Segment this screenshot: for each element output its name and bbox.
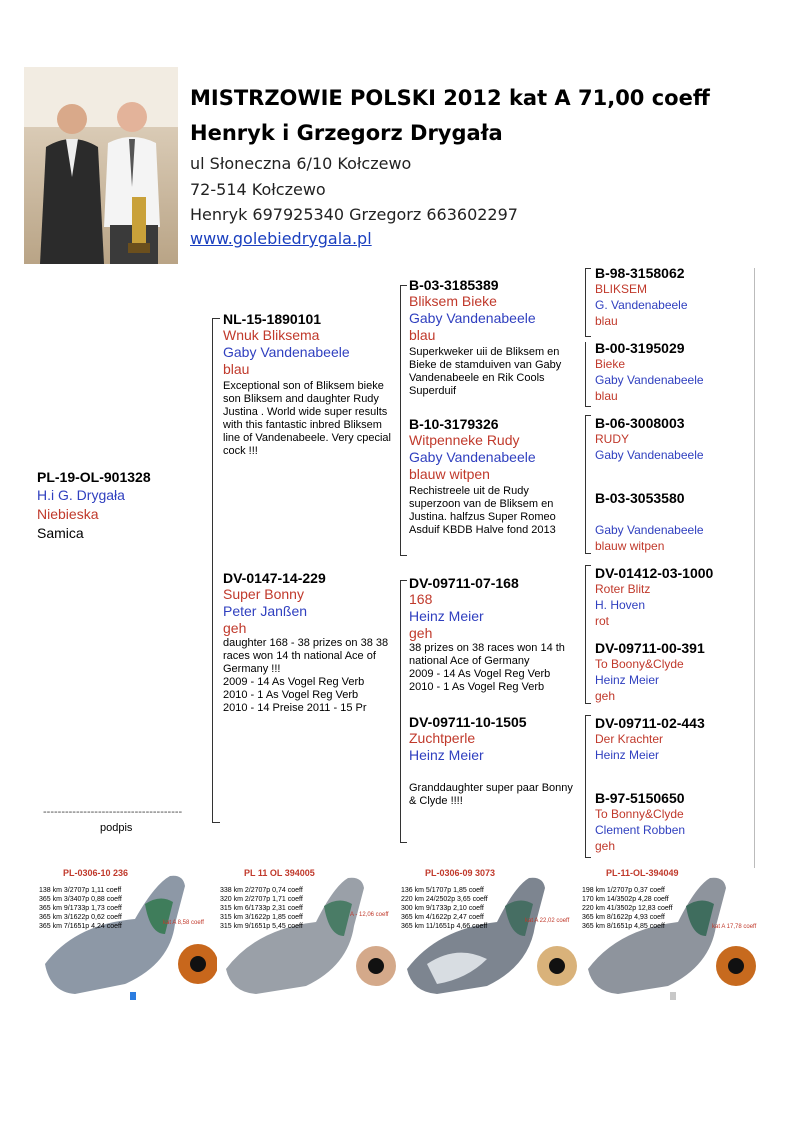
bracket-ss: [585, 268, 586, 336]
gg2-pigeon: [595, 340, 704, 404]
sd-color: blauw witpen: [409, 466, 490, 482]
gg4-ring: B-03-3053580: [595, 490, 685, 506]
gg6-pigeon: [595, 640, 705, 704]
address-line-2: 72-514 Kołczewo: [190, 180, 326, 199]
bracket-tick: [585, 703, 591, 704]
dd-name: Zuchtperle: [409, 730, 476, 746]
pigeon-4-kat: kat A 17,78 coeff: [712, 924, 757, 930]
gg1-name: BLIKSEM: [595, 282, 648, 296]
ds-note-3: 2010 - 1 As Vogel Reg Verb: [409, 681, 545, 693]
dam-breeder: Peter Janßen: [223, 603, 308, 619]
bracket-tick: [400, 285, 407, 286]
bracket-tick: [585, 857, 591, 858]
gg4-pigeon: [595, 490, 704, 554]
sire-name: Wnuk Bliksema: [223, 327, 320, 343]
pigeon-3-stat: 365 km 11/1651p 4,66 coeff: [401, 923, 488, 930]
pigeon-1-stat: 138 km 3/2707p 1,11 coeff: [39, 887, 122, 894]
subject-color: Niebieska: [37, 506, 99, 522]
gg2-ring: B-00-3195029: [595, 340, 685, 356]
pigeon-4-title: PL-11-OL-394049: [606, 868, 679, 878]
gg2-name: Bieke: [595, 357, 626, 371]
pigeon-3-stat: 300 km 9/1733p 2,10 coeff: [401, 905, 484, 912]
page-title: MISTRZOWIE POLSKI 2012 kat A 71,00 coeff: [190, 86, 710, 110]
bracket-ss2: [585, 342, 586, 406]
dam-ring: DV-0147-14-229: [223, 570, 326, 586]
pigeon-3-kat: kat A 22,02 coeff: [525, 918, 570, 924]
gg6-color: geh: [595, 689, 616, 703]
pigeon-1-stat: 365 km 7/1651p 4,24 coeff: [39, 923, 122, 930]
website-link[interactable]: www.golebiedrygala.pl: [190, 229, 372, 248]
gg5-breeder: H. Hoven: [595, 598, 646, 612]
ss-breeder: Gaby Vandenabeele: [409, 310, 536, 326]
pigeon-3-stat: 220 km 24/2502p 3,65 coeff: [401, 896, 488, 903]
ds-pigeon: [409, 575, 579, 694]
gg3-breeder: Gaby Vandenabeele: [595, 448, 704, 462]
pigeon-4-stat: 170 km 14/3502p 4,28 coeff: [582, 896, 669, 903]
gg3-pigeon: [595, 415, 704, 463]
pigeon-card-4: [578, 864, 760, 1014]
bracket-tick: [212, 318, 220, 319]
ds-name: 168: [409, 591, 433, 607]
gg2-color: blau: [595, 389, 618, 403]
gg4-breeder: Gaby Vandenabeele: [595, 523, 704, 537]
bracket-sd: [585, 415, 586, 553]
pigeon-2-title: PL 11 OL 394005: [244, 868, 315, 878]
gg5-pigeon: [595, 565, 713, 629]
ss-ring: B-03-3185389: [409, 277, 499, 293]
gg1-ring: B-98-3158062: [595, 265, 685, 281]
pigeon-card-2: [216, 864, 398, 1014]
pigeon-4-stat: 198 km 1/2707p 0,37 coeff: [582, 887, 665, 894]
gg3-name: RUDY: [595, 432, 630, 446]
sd-name: Witpenneke Rudy: [409, 432, 520, 448]
gg7-pigeon: [595, 715, 705, 763]
bracket-dd: [585, 715, 586, 857]
gg6-name: To Boony&Clyde: [595, 657, 684, 671]
pigeon-1-stat: 365 km 9/1733p 1,73 coeff: [39, 905, 122, 912]
ds-note-1: 38 prizes on 38 races won 14 th national Ace of Germany: [409, 642, 565, 667]
dd-note: Granddaughter super paar Bonny & Clyde !!!!: [409, 782, 573, 807]
sire-note: Exceptional son of Bliksem bieke son Bliksem and daughter Rudy Justina . World wide super results with this fantastic inbred Bliksem line of Vandenabeele. Very cpecial cock !!!: [223, 380, 391, 457]
subject-owner: H.i G. Drygała: [37, 487, 125, 503]
dam-note-1: daughter 168 - 38 prizes on 38 38 races won 14 th national Ace of Germany !!!: [223, 637, 389, 675]
subject-pigeon: [37, 469, 151, 542]
gg8-name: To Bonny&Clyde: [595, 807, 684, 821]
pigeon-1-stat: 365 km 3/1622p 0,62 coeff: [39, 914, 122, 921]
ds-color: geh: [409, 625, 433, 641]
ss-name: Bliksem Bieke: [409, 293, 497, 309]
pigeon-1-stat: 365 km 3/3407p 0,88 coeff: [39, 896, 122, 903]
gg4-color: blauw witpen: [595, 539, 665, 553]
gg6-ring: DV-09711-00-391: [595, 640, 705, 656]
sire-ring: NL-15-1890101: [223, 311, 322, 327]
dam-note-2: 2009 - 14 As Vogel Reg Verb: [223, 676, 365, 688]
ss-pigeon: [409, 277, 579, 398]
dam-color: geh: [223, 620, 247, 636]
address-line-1: ul Słoneczna 6/10 Kołczewo: [190, 154, 412, 173]
pigeon-4-stat: 220 km 41/3502p 12,83 coeff: [582, 905, 673, 912]
pigeon-3-title: PL-0306-09 3073: [425, 868, 496, 878]
gg5-color: rot: [595, 614, 610, 628]
pigeon-card-1: [35, 864, 217, 1014]
pigeon-card-3: [397, 864, 579, 1014]
sire-color: blau: [223, 361, 250, 377]
bracket-tick: [400, 842, 407, 843]
pigeon-4-stat: 365 km 8/1622p 4,93 coeff: [582, 914, 665, 921]
right-border: [754, 268, 755, 868]
ss-note: Superkweker uii de Bliksem en Bieke de stamduiven van Gaby Vandenabeele en Rik Cools Superduif: [409, 346, 562, 397]
signature-line: --------------------------------------: [43, 806, 183, 818]
gg2-breeder: Gaby Vandenabeele: [595, 373, 704, 387]
gg8-ring: B-97-5150650: [595, 790, 685, 806]
dam-note-4: 2010 - 14 Preise 2011 - 15 Pr: [223, 702, 367, 714]
pigeon-2-stat: 315 km 9/1651p 5,45 coeff: [220, 923, 303, 930]
bracket-tick: [585, 553, 591, 554]
subject-ring: PL-19-OL-901328: [37, 469, 151, 485]
bracket-tick: [585, 415, 591, 416]
header-photo: [24, 67, 178, 264]
pigeon-2-stat: 338 km 2/2707p 0,74 coeff: [220, 887, 303, 894]
ss-color: blau: [409, 327, 436, 343]
sd-note: Rechistreele uit de Rudy superzoon van de Bliksem en Justina. halfzus Super Romeo Asduif KBDB Halve fond 2013: [409, 485, 556, 536]
pigeon-2-kat: A - 12,06 coeff: [350, 912, 389, 918]
bracket-sire: [400, 285, 401, 555]
pigeon-3-stat: 136 km 5/1707p 1,85 coeff: [401, 887, 484, 894]
pigeon-2-stat: 320 km 2/2707p 1,71 coeff: [220, 896, 303, 903]
gg3-ring: B-06-3008003: [595, 415, 685, 431]
gg7-ring: DV-09711-02-443: [595, 715, 705, 731]
bracket-tick: [585, 336, 591, 337]
ds-ring: DV-09711-07-168: [409, 575, 519, 591]
subject-sex: Samica: [37, 525, 84, 541]
bracket-tick: [212, 822, 220, 823]
owner-names: Henryk i Grzegorz Drygała: [190, 121, 503, 145]
sd-ring: B-10-3179326: [409, 416, 499, 432]
bracket-tick: [400, 580, 407, 581]
gg1-color: blau: [595, 314, 618, 328]
signature-label: podpis: [100, 822, 133, 834]
pigeon-2-stat: 315 km 3/1622p 1,85 coeff: [220, 914, 303, 921]
pigeon-2-stat: 315 km 6/1733p 2,31 coeff: [220, 905, 303, 912]
bracket-dam: [400, 580, 401, 842]
bracket-tick: [400, 555, 407, 556]
bracket-tick: [585, 268, 591, 269]
gg8-pigeon: [595, 790, 685, 854]
gg1-pigeon: [595, 265, 688, 329]
pigeon-3-stat: 365 km 4/1622p 2,47 coeff: [401, 914, 484, 921]
dam-name: Super Bonny: [223, 586, 304, 602]
bracket-gen1: [212, 318, 213, 822]
gg7-name: Der Krachter: [595, 732, 664, 746]
gg5-name: Roter Blitz: [595, 582, 651, 596]
pigeon-1-title: PL-0306-10 236: [63, 868, 129, 878]
dd-ring: DV-09711-10-1505: [409, 714, 527, 730]
gg1-breeder: G. Vandenabeele: [595, 298, 688, 312]
dd-pigeon: [409, 714, 579, 808]
bracket-tick: [585, 715, 591, 716]
sire-pigeon: [223, 311, 393, 458]
dam-note-3: 2010 - 1 As Vogel Reg Verb: [223, 689, 359, 701]
pigeon-4-stat: 365 km 8/1651p 4,85 coeff: [582, 923, 665, 930]
bracket-tick: [585, 406, 591, 407]
ds-note-2: 2009 - 14 As Vogel Reg Verb: [409, 668, 551, 680]
dam-pigeon: [223, 570, 395, 715]
ds-breeder: Heinz Meier: [409, 608, 484, 624]
gg6-breeder: Heinz Meier: [595, 673, 660, 687]
gg5-ring: DV-01412-03-1000: [595, 565, 714, 581]
gg8-breeder: Clement Robben: [595, 823, 686, 837]
bracket-tick: [585, 565, 591, 566]
sd-breeder: Gaby Vandenabeele: [409, 449, 536, 465]
sire-breeder: Gaby Vandenabeele: [223, 344, 350, 360]
gg8-color: geh: [595, 839, 616, 853]
pigeon-1-kat: kat A 8,58 coeff: [163, 920, 204, 926]
bracket-ds: [585, 565, 586, 703]
phone-numbers: Henryk 697925340 Grzegorz 663602297: [190, 205, 518, 224]
sd-pigeon: [409, 416, 581, 537]
dd-breeder: Heinz Meier: [409, 747, 484, 763]
gg7-breeder: Heinz Meier: [595, 748, 660, 762]
